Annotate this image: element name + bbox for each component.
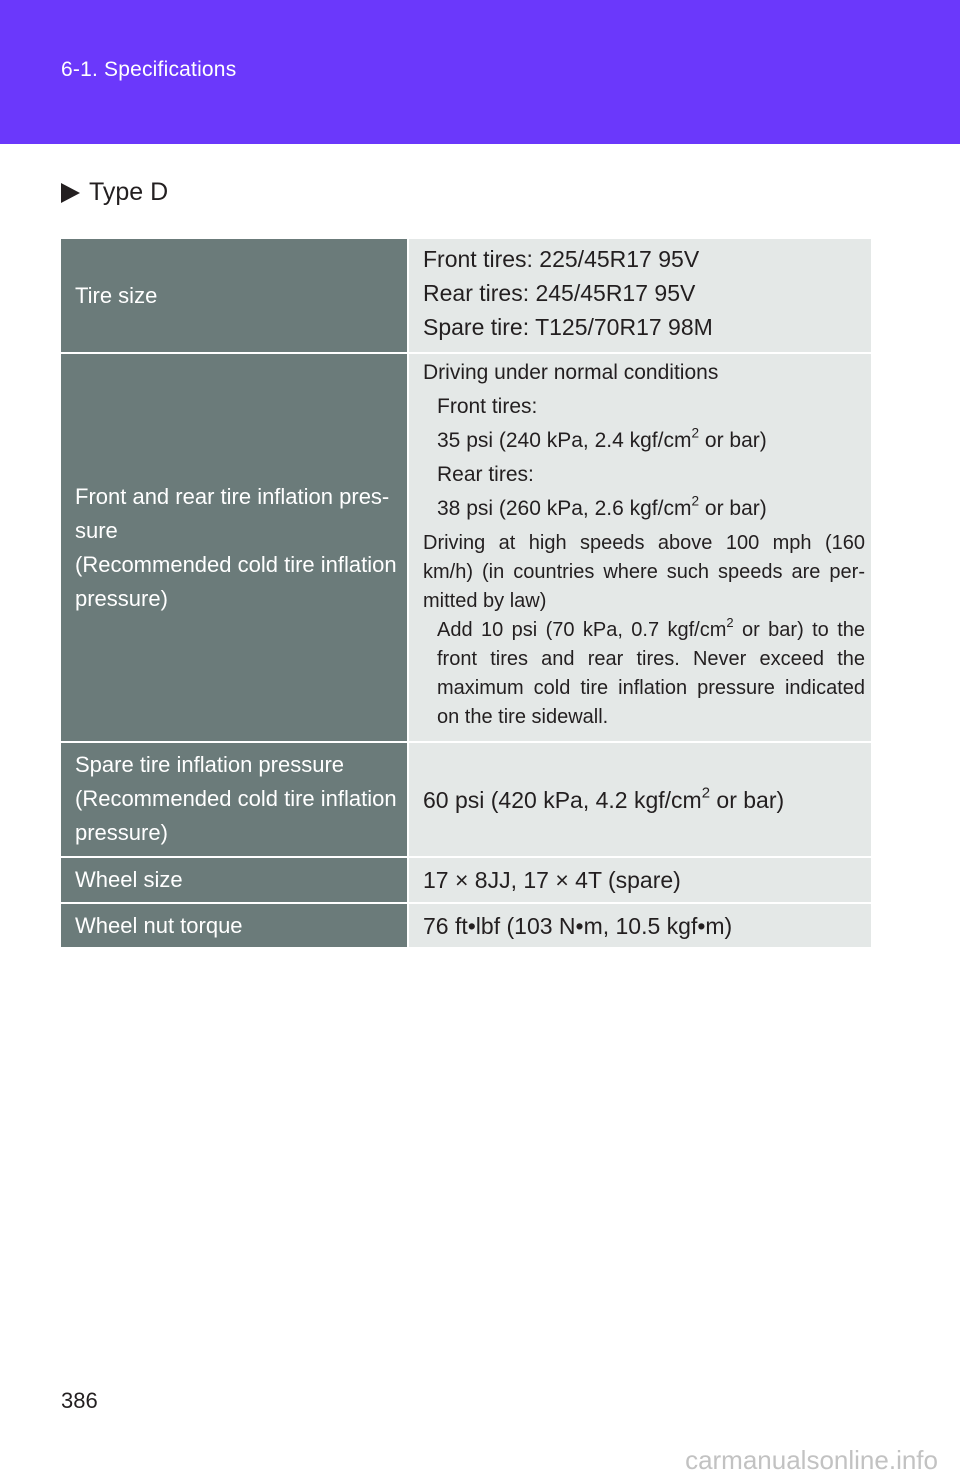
high-speed-block bbox=[409, 526, 871, 732]
wheel-nut-torque-value: 76 ft•lbf (103 N•m, 10.5 kgf•m) bbox=[423, 912, 733, 939]
table-row-wheel-nut-torque bbox=[61, 903, 871, 947]
inflation-label-line4: pressure) bbox=[75, 585, 168, 611]
wheel-size-value: 17 × 8JJ, 17 × 4T (spare) bbox=[423, 867, 681, 893]
inflation-label-line1: Front and rear tire inflation pres- bbox=[75, 483, 390, 509]
rear-tire-size: Rear tires: 245/45R17 95V bbox=[423, 280, 696, 306]
spare-pressure-label-line1: Spare tire inflation pressure bbox=[75, 752, 345, 777]
spare-pressure-value bbox=[409, 783, 871, 817]
front-pressure-unit: or bar) bbox=[699, 429, 767, 452]
rear-pressure-unit: or bar) bbox=[699, 497, 767, 520]
tire-size-label-cell bbox=[61, 239, 408, 353]
type-heading bbox=[61, 178, 168, 207]
front-tire-size: Front tires: 225/45R17 95V bbox=[423, 246, 700, 272]
wheel-nut-torque-value-cell bbox=[408, 903, 871, 947]
front-pressure-main: 35 psi (240 kPa, 2.4 kgf/cm bbox=[437, 429, 692, 452]
normal-conditions-heading: Driving under normal conditions bbox=[423, 361, 719, 384]
high-speed-add-note bbox=[423, 616, 865, 732]
rear-tires-pressure bbox=[409, 492, 871, 526]
spare-pressure-main: 60 psi (420 kPa, 4.2 kgf/cm bbox=[423, 786, 702, 813]
type-heading-label: Type D bbox=[89, 178, 169, 206]
specifications-table bbox=[61, 239, 871, 947]
spare-tire-size: Spare tire: T125/70R17 98M bbox=[423, 314, 713, 340]
wheel-nut-torque-label-cell bbox=[61, 903, 408, 947]
rear-pressure-main: 38 psi (260 kPa, 2.6 kgf/cm bbox=[437, 497, 692, 520]
wheel-size-label: Wheel size bbox=[75, 867, 183, 892]
rear-tires-label-text: Rear tires: bbox=[437, 463, 534, 486]
high-speed-note: Driving at high speeds above 100 mph (160 km/h) (in countries where such speeds are per-mitted by law) bbox=[423, 532, 865, 612]
table-row-inflation bbox=[61, 353, 871, 742]
wheel-nut-torque-label: Wheel nut torque bbox=[75, 912, 243, 938]
rear-tires-pressure-text bbox=[423, 492, 865, 526]
spare-pressure-label-line3: pressure) bbox=[75, 820, 168, 845]
section-breadcrumb: 6-1. Specifications bbox=[61, 58, 237, 81]
inflation-label-line2: sure bbox=[75, 517, 118, 543]
table-row-wheel-size bbox=[61, 857, 871, 903]
front-tires-pressure-text bbox=[423, 424, 865, 458]
tire-size-value-cell bbox=[408, 239, 871, 353]
page-number: 386 bbox=[61, 1388, 98, 1413]
superscript-2: 2 bbox=[701, 784, 711, 802]
front-tires-pressure bbox=[409, 424, 871, 458]
tire-size-label: Tire size bbox=[75, 282, 158, 308]
inflation-value-cell bbox=[408, 353, 871, 742]
spare-pressure-label-line2: (Recommended cold tire inflation bbox=[75, 786, 397, 811]
front-tires-label bbox=[409, 390, 871, 424]
watermark: carmanualsonline.info bbox=[685, 1445, 938, 1475]
spare-pressure-unit: or bar) bbox=[710, 786, 785, 813]
inflation-label-cell bbox=[61, 353, 408, 742]
triangle-bullet-icon bbox=[61, 183, 80, 203]
spare-pressure-value-cell bbox=[408, 742, 871, 857]
spare-pressure-label-cell bbox=[61, 742, 408, 857]
rear-tires-label bbox=[409, 458, 871, 492]
table-row-tire-size bbox=[61, 239, 871, 353]
add-pressure-main: Add 10 psi (70 kPa, 0.7 kgf/cm bbox=[437, 619, 727, 641]
wheel-size-value-cell bbox=[408, 857, 871, 903]
table-row-spare-pressure bbox=[61, 742, 871, 857]
front-tires-label-text: Front tires: bbox=[437, 395, 538, 418]
wheel-size-label-cell bbox=[61, 857, 408, 903]
header-bar bbox=[0, 0, 960, 144]
inflation-label-line3: (Recommended cold tire inflation bbox=[75, 551, 397, 577]
superscript-2: 2 bbox=[726, 614, 734, 630]
superscript-2: 2 bbox=[691, 425, 700, 441]
add-pressure-rest: or bar) to the front tires and rear tires. Never exceed the maximum cold tire inflation pressure indicated on the tire sidewall. bbox=[437, 619, 865, 728]
superscript-2: 2 bbox=[691, 493, 700, 509]
